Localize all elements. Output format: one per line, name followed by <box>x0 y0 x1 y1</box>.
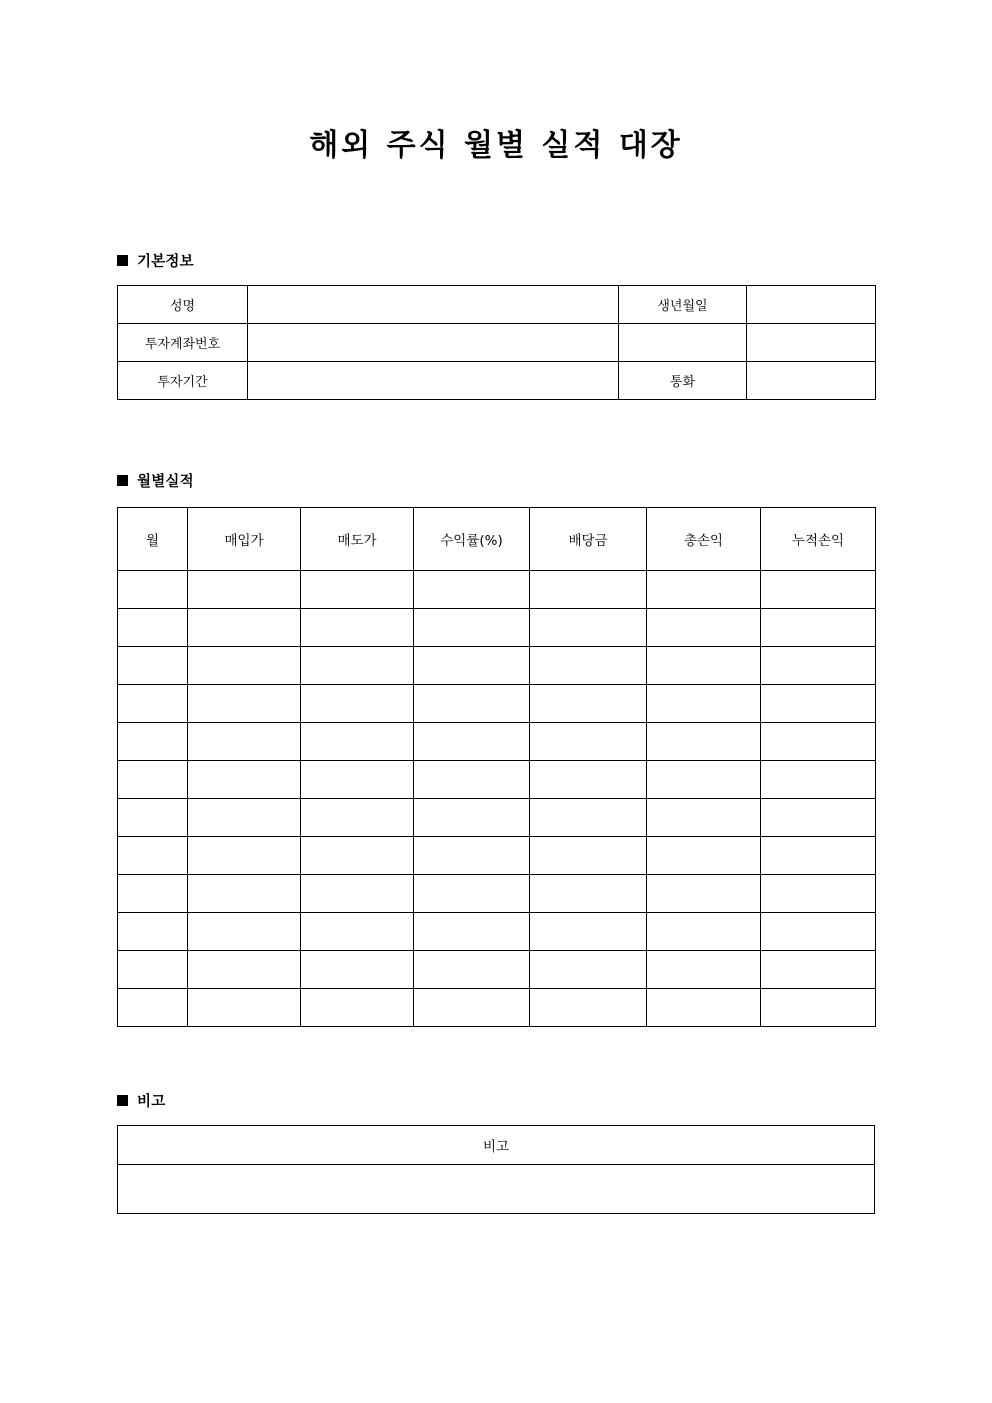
square-bullet-icon <box>117 475 128 486</box>
cell-dividend[interactable] <box>530 647 647 685</box>
field-label-investment-period: 투자기간 <box>118 362 248 400</box>
cell-sell-price[interactable] <box>301 989 414 1027</box>
cell-cumulative-profit-loss[interactable] <box>761 875 876 913</box>
cell-buy-price[interactable] <box>188 685 301 723</box>
cell-dividend[interactable] <box>530 913 647 951</box>
table-row <box>118 1165 875 1214</box>
cell-total-profit-loss[interactable] <box>647 571 761 609</box>
field-label-birthdate: 생년월일 <box>619 286 747 324</box>
cell-return-rate[interactable] <box>414 875 530 913</box>
cell-sell-price[interactable] <box>301 571 414 609</box>
cell-month[interactable] <box>118 913 188 951</box>
cell-sell-price[interactable] <box>301 875 414 913</box>
cell-total-profit-loss[interactable] <box>647 951 761 989</box>
cell-month[interactable] <box>118 799 188 837</box>
cell-total-profit-loss[interactable] <box>647 685 761 723</box>
field-value-blank[interactable] <box>747 324 876 362</box>
column-header-remarks: 비고 <box>118 1126 875 1165</box>
remarks-value[interactable] <box>118 1165 875 1214</box>
monthly-performance-table <box>117 507 876 1027</box>
column-header-sell-price: 매도가 <box>301 508 414 571</box>
table-header-row <box>118 1126 875 1165</box>
cell-buy-price[interactable] <box>188 837 301 875</box>
table-row <box>118 362 876 400</box>
table-row <box>118 324 876 362</box>
cell-total-profit-loss[interactable] <box>647 837 761 875</box>
cell-total-profit-loss[interactable] <box>647 609 761 647</box>
cell-month[interactable] <box>118 571 188 609</box>
cell-sell-price[interactable] <box>301 609 414 647</box>
cell-month[interactable] <box>118 761 188 799</box>
cell-month[interactable] <box>118 951 188 989</box>
field-label-currency: 통화 <box>619 362 747 400</box>
cell-return-rate[interactable] <box>414 647 530 685</box>
cell-sell-price[interactable] <box>301 951 414 989</box>
cell-cumulative-profit-loss[interactable] <box>761 609 876 647</box>
cell-dividend[interactable] <box>530 799 647 837</box>
cell-total-profit-loss[interactable] <box>647 989 761 1027</box>
cell-buy-price[interactable] <box>188 913 301 951</box>
cell-return-rate[interactable] <box>414 837 530 875</box>
cell-month[interactable] <box>118 723 188 761</box>
table-row <box>118 723 876 761</box>
cell-sell-price[interactable] <box>301 837 414 875</box>
cell-return-rate[interactable] <box>414 951 530 989</box>
page-title: 해외 주식 월별 실적 대장 <box>309 128 683 163</box>
section-heading-label: 비고 <box>137 1094 166 1110</box>
field-value-name[interactable] <box>248 286 619 324</box>
cell-cumulative-profit-loss[interactable] <box>761 647 876 685</box>
field-label-blank[interactable] <box>619 324 747 362</box>
cell-return-rate[interactable] <box>414 685 530 723</box>
cell-dividend[interactable] <box>530 761 647 799</box>
cell-buy-price[interactable] <box>188 609 301 647</box>
column-header-dividend: 배당금 <box>530 508 647 571</box>
section-heading-remarks <box>117 1090 165 1111</box>
basic-info-table <box>117 285 876 400</box>
cell-dividend[interactable] <box>530 609 647 647</box>
table-row <box>118 286 876 324</box>
cell-cumulative-profit-loss[interactable] <box>761 799 876 837</box>
cell-dividend[interactable] <box>530 875 647 913</box>
cell-total-profit-loss[interactable] <box>647 799 761 837</box>
cell-total-profit-loss[interactable] <box>647 647 761 685</box>
table-row <box>118 837 876 875</box>
field-value-account-number[interactable] <box>248 324 619 362</box>
field-label-account-number: 투자계좌번호 <box>118 324 248 362</box>
cell-cumulative-profit-loss[interactable] <box>761 761 876 799</box>
table-row <box>118 875 876 913</box>
cell-dividend[interactable] <box>530 951 647 989</box>
cell-sell-price[interactable] <box>301 799 414 837</box>
cell-month[interactable] <box>118 989 188 1027</box>
section-heading-label: 월별실적 <box>137 474 194 490</box>
cell-dividend[interactable] <box>530 685 647 723</box>
square-bullet-icon <box>117 255 128 266</box>
cell-return-rate[interactable] <box>414 723 530 761</box>
cell-cumulative-profit-loss[interactable] <box>761 913 876 951</box>
cell-buy-price[interactable] <box>188 571 301 609</box>
cell-buy-price[interactable] <box>188 723 301 761</box>
cell-buy-price[interactable] <box>188 951 301 989</box>
cell-cumulative-profit-loss[interactable] <box>761 571 876 609</box>
cell-total-profit-loss[interactable] <box>647 723 761 761</box>
cell-buy-price[interactable] <box>188 989 301 1027</box>
section-heading-label: 기본정보 <box>137 254 194 270</box>
table-row <box>118 647 876 685</box>
cell-sell-price[interactable] <box>301 723 414 761</box>
cell-buy-price[interactable] <box>188 647 301 685</box>
cell-sell-price[interactable] <box>301 761 414 799</box>
column-header-total-profit-loss: 총손익 <box>647 508 761 571</box>
cell-sell-price[interactable] <box>301 685 414 723</box>
cell-month[interactable] <box>118 609 188 647</box>
cell-month[interactable] <box>118 685 188 723</box>
cell-return-rate[interactable] <box>414 799 530 837</box>
cell-cumulative-profit-loss[interactable] <box>761 951 876 989</box>
cell-total-profit-loss[interactable] <box>647 913 761 951</box>
section-heading-basic-info <box>117 250 194 271</box>
cell-return-rate[interactable] <box>414 761 530 799</box>
field-value-currency[interactable] <box>747 362 876 400</box>
cell-cumulative-profit-loss[interactable] <box>761 989 876 1027</box>
cell-month[interactable] <box>118 875 188 913</box>
field-label-name: 성명 <box>118 286 248 324</box>
table-header-row <box>118 508 876 571</box>
cell-return-rate[interactable] <box>414 571 530 609</box>
cell-cumulative-profit-loss[interactable] <box>761 723 876 761</box>
cell-total-profit-loss[interactable] <box>647 875 761 913</box>
cell-dividend[interactable] <box>530 837 647 875</box>
table-row <box>118 951 876 989</box>
column-header-return-rate: 수익률(%) <box>414 508 530 571</box>
cell-buy-price[interactable] <box>188 799 301 837</box>
table-row <box>118 685 876 723</box>
table-row <box>118 989 876 1027</box>
cell-total-profit-loss[interactable] <box>647 761 761 799</box>
cell-cumulative-profit-loss[interactable] <box>761 685 876 723</box>
cell-buy-price[interactable] <box>188 875 301 913</box>
cell-month[interactable] <box>118 647 188 685</box>
cell-return-rate[interactable] <box>414 989 530 1027</box>
cell-sell-price[interactable] <box>301 647 414 685</box>
cell-dividend[interactable] <box>530 571 647 609</box>
field-value-birthdate[interactable] <box>747 286 876 324</box>
table-row <box>118 913 876 951</box>
table-row <box>118 761 876 799</box>
square-bullet-icon <box>117 1095 128 1106</box>
table-row <box>118 799 876 837</box>
cell-sell-price[interactable] <box>301 913 414 951</box>
cell-buy-price[interactable] <box>188 761 301 799</box>
section-heading-monthly-performance <box>117 470 194 491</box>
remarks-table <box>117 1125 875 1214</box>
table-row <box>118 609 876 647</box>
cell-month[interactable] <box>118 837 188 875</box>
cell-cumulative-profit-loss[interactable] <box>761 837 876 875</box>
column-header-cumulative-profit-loss: 누적손익 <box>761 508 876 571</box>
field-value-investment-period[interactable] <box>248 362 619 400</box>
column-header-month: 월 <box>118 508 188 571</box>
cell-dividend[interactable] <box>530 723 647 761</box>
cell-return-rate[interactable] <box>414 913 530 951</box>
cell-return-rate[interactable] <box>414 609 530 647</box>
table-row <box>118 571 876 609</box>
column-header-buy-price: 매입가 <box>188 508 301 571</box>
cell-dividend[interactable] <box>530 989 647 1027</box>
